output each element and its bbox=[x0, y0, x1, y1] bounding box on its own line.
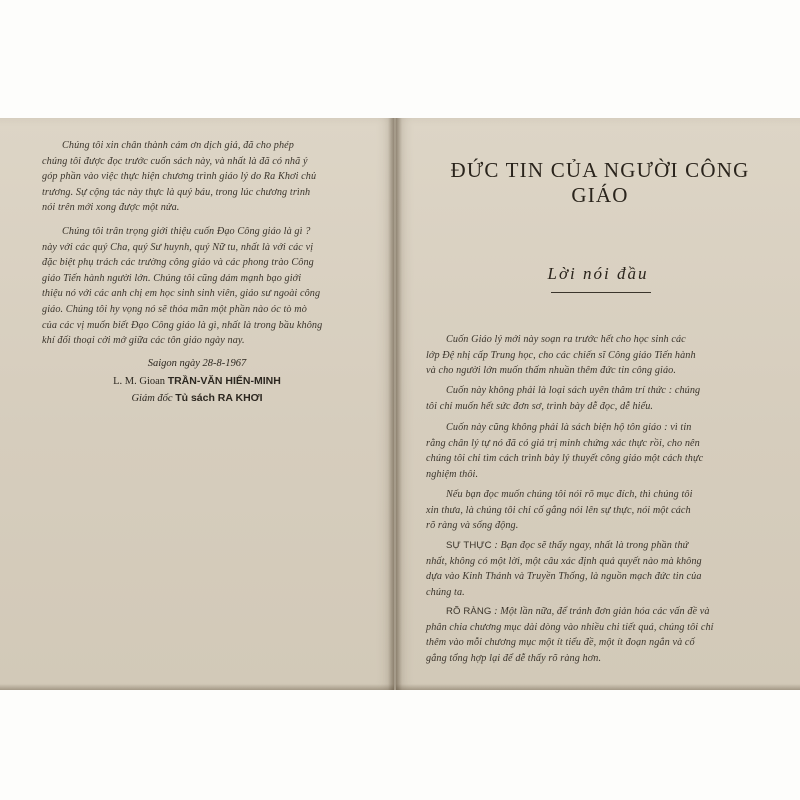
text-line: chúng tôi được đọc trước cuốn sách này, và nhất là đã có nhã ý bbox=[42, 155, 308, 167]
section-subtitle: Lời nói đầu bbox=[547, 264, 649, 283]
signature-author-name: TRẦN-VĂN HIỂN-MINH bbox=[167, 375, 281, 387]
text-line: xin thưa, là chúng tôi chỉ cố gắng nói lên sự thực, nói một cách bbox=[426, 504, 691, 516]
text-line: nói trên mới xong được một nửa. bbox=[42, 202, 180, 214]
text-line-rest: : Bạn đọc sẽ thấy ngay, nhất là trong phần thứ bbox=[491, 540, 689, 551]
text-line: thiệu nó với các anh chị em học sinh sinh viên, giáo sư ngoài công bbox=[42, 288, 321, 300]
left-page bbox=[0, 118, 394, 690]
text-line: của các vị muốn biết Đạo Công giáo là gì, nhất là trong bầu không bbox=[42, 319, 323, 331]
text-line: phân chia chương mục dài dòng vào nhiều chi tiết quá, chúng tôi chỉ bbox=[426, 621, 714, 633]
text-line: Nếu bạn đọc muốn chúng tôi nói rõ mục đích, thì chúng tôi bbox=[446, 489, 693, 500]
page-edge-shadow bbox=[396, 684, 800, 690]
text-line: và cho người lớn muốn thấm nhuần thêm đức tin công giáo. bbox=[426, 365, 676, 377]
text-line: góp phần vào việc thực hiện chương trình giáo lý do Ra Khơi chủ bbox=[42, 171, 317, 183]
text-line bbox=[426, 538, 702, 554]
signature-name-prefix: L. M. Gioan bbox=[113, 376, 166, 387]
chapter-title: ĐỨC TIN CỦA NGƯỜI CÔNG GIÁO bbox=[450, 158, 750, 207]
text-line: khí đối thoại cởi mở giữa các tôn giáo ngày nay. bbox=[42, 335, 245, 347]
text-line: Cuốn Giáo lý mới này soạn ra trước hết cho học sinh các bbox=[446, 334, 686, 345]
text-line: nhất, không có một lời, một câu xác định quả quyết nào mà không bbox=[426, 555, 702, 567]
text-line: lớp Đệ nhị cấp Trung học, cho các chiến sĩ Công giáo Tiến hành bbox=[426, 349, 696, 361]
right-paragraph-2 bbox=[426, 383, 700, 414]
text-line: trương. Sự cộng tác này thực là quý báu, trong lúc chương trình bbox=[42, 186, 311, 198]
signature-place-date: Saigon ngày 28-8-1967 bbox=[147, 358, 247, 369]
right-paragraph-3 bbox=[426, 420, 703, 482]
signature-role-title: Tủ sách RA KHƠI bbox=[175, 392, 263, 404]
right-page bbox=[396, 118, 800, 690]
text-line: Cuốn này không phải là loại sách uyên thâm trí thức : chúng bbox=[446, 385, 701, 396]
text-line: gắng tổng hợp lại để dễ thấy rõ ràng hơn. bbox=[426, 652, 602, 664]
right-paragraph-5 bbox=[426, 538, 702, 600]
left-paragraph-2 bbox=[42, 224, 322, 349]
lead-term-ro-rang: RÕ RÀNG bbox=[446, 606, 492, 617]
text-line: Chúng tôi trân trọng giới thiệu cuốn Đạo Công giáo là gì ? bbox=[62, 226, 311, 237]
left-paragraph-1 bbox=[42, 138, 316, 216]
text-line: giáo. Chúng tôi hy vọng nó sẽ thỏa mãn một phần nào óc tò mò bbox=[42, 303, 307, 315]
signature-role bbox=[0, 392, 394, 404]
lead-term-su-thuc: SỰ THỰC bbox=[446, 540, 492, 551]
text-line: đặc biệt phụ trách các trường công giáo và các phong trào Công bbox=[42, 257, 314, 269]
text-line: rằng chân lý tự nó đã có giá trị minh chứng xác thực rồi, cho nên bbox=[426, 437, 700, 449]
right-paragraph-1 bbox=[426, 332, 696, 379]
text-line: chúng tôi chỉ tìm cách trình bày lý thuyết công giáo một cách thực bbox=[426, 453, 704, 465]
text-line: này với các quý Cha, quý Sư huynh, quý Nữ tu, nhất là với các vị bbox=[42, 241, 314, 253]
signature-name bbox=[0, 375, 394, 387]
text-line: giáo Tiến hành người lớn. Chúng tôi cũng dám mạnh bạo giới bbox=[42, 272, 302, 284]
subtitle-underline bbox=[551, 292, 651, 293]
right-paragraph-4 bbox=[426, 487, 693, 534]
text-line: Chúng tôi xin chân thành cám ơn dịch giả, đã cho phép bbox=[62, 140, 295, 151]
signature-role-prefix: Giám đốc bbox=[131, 393, 173, 404]
text-line: nghiệm thôi. bbox=[426, 468, 479, 480]
text-line-rest: : Một lần nữa, để tránh đơn giản hóa các vấn đề và bbox=[491, 606, 710, 617]
text-line: rõ ràng và sống động. bbox=[426, 520, 519, 532]
text-line: tôi chỉ muốn hết sức đơn sơ, trình bày dễ đọc, dễ hiểu. bbox=[426, 400, 654, 412]
text-line: thêm vào mỗi chương mục một ít tiểu đề, một ít đoạn ngắn và cố bbox=[426, 637, 695, 649]
text-line: dựa vào Kinh Thánh và Truyền Thống, là nguồn mạch đức tin của bbox=[426, 571, 702, 583]
text-line: Cuốn này cũng không phải là sách biện hộ tôn giáo : vì tin bbox=[446, 422, 692, 433]
right-paragraph-6 bbox=[426, 604, 714, 666]
book-spread bbox=[0, 118, 800, 690]
page-edge-shadow bbox=[0, 684, 394, 690]
text-line: chúng ta. bbox=[426, 586, 465, 598]
book-gutter bbox=[388, 118, 402, 690]
text-line bbox=[426, 604, 714, 620]
